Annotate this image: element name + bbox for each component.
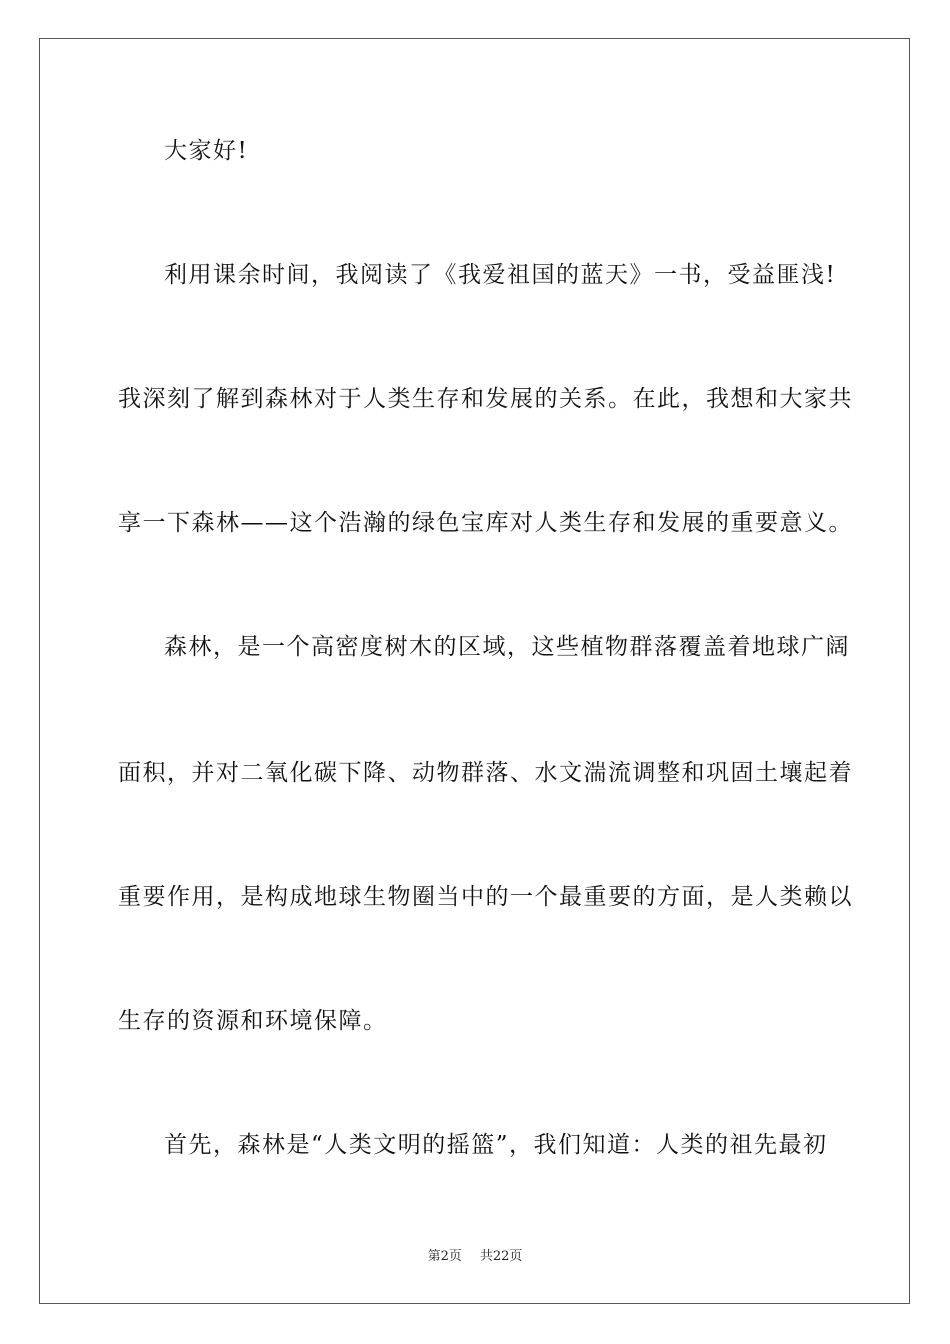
page-frame	[39, 38, 910, 1304]
paragraph-line: 大家好!	[164, 138, 249, 164]
page-total: 共22页	[479, 1249, 523, 1264]
page-number: 第2页	[427, 1249, 462, 1264]
paragraph-line: 森林，是一个高密度树木的区域，这些植物群落覆盖着地球广阔	[164, 634, 850, 660]
paragraph-line: 重要作用，是构成地球生物圈当中的一个最重要的方面，是人类赖以	[118, 884, 853, 910]
paragraph-line: 利用课余时间，我阅读了《我爱祖国的蓝天》一书，受益匪浅!	[164, 262, 837, 288]
paragraph-line: 生存的资源和环境保障。	[118, 1008, 388, 1034]
paragraph-line: 我深刻了解到森林对于人类生存和发展的关系。在此，我想和大家共	[118, 386, 853, 412]
paragraph-line: 面积，并对二氧化碳下降、动物群落、水文湍流调整和巩固土壤起着	[118, 760, 853, 786]
page-footer	[0, 1248, 950, 1266]
paragraph-line: 享一下森林——这个浩瀚的绿色宝库对人类生存和发展的重要意义。	[118, 510, 853, 536]
paragraph-line: 首先，森林是“人类文明的摇篮”，我们知道：人类的祖先最初	[164, 1132, 828, 1158]
